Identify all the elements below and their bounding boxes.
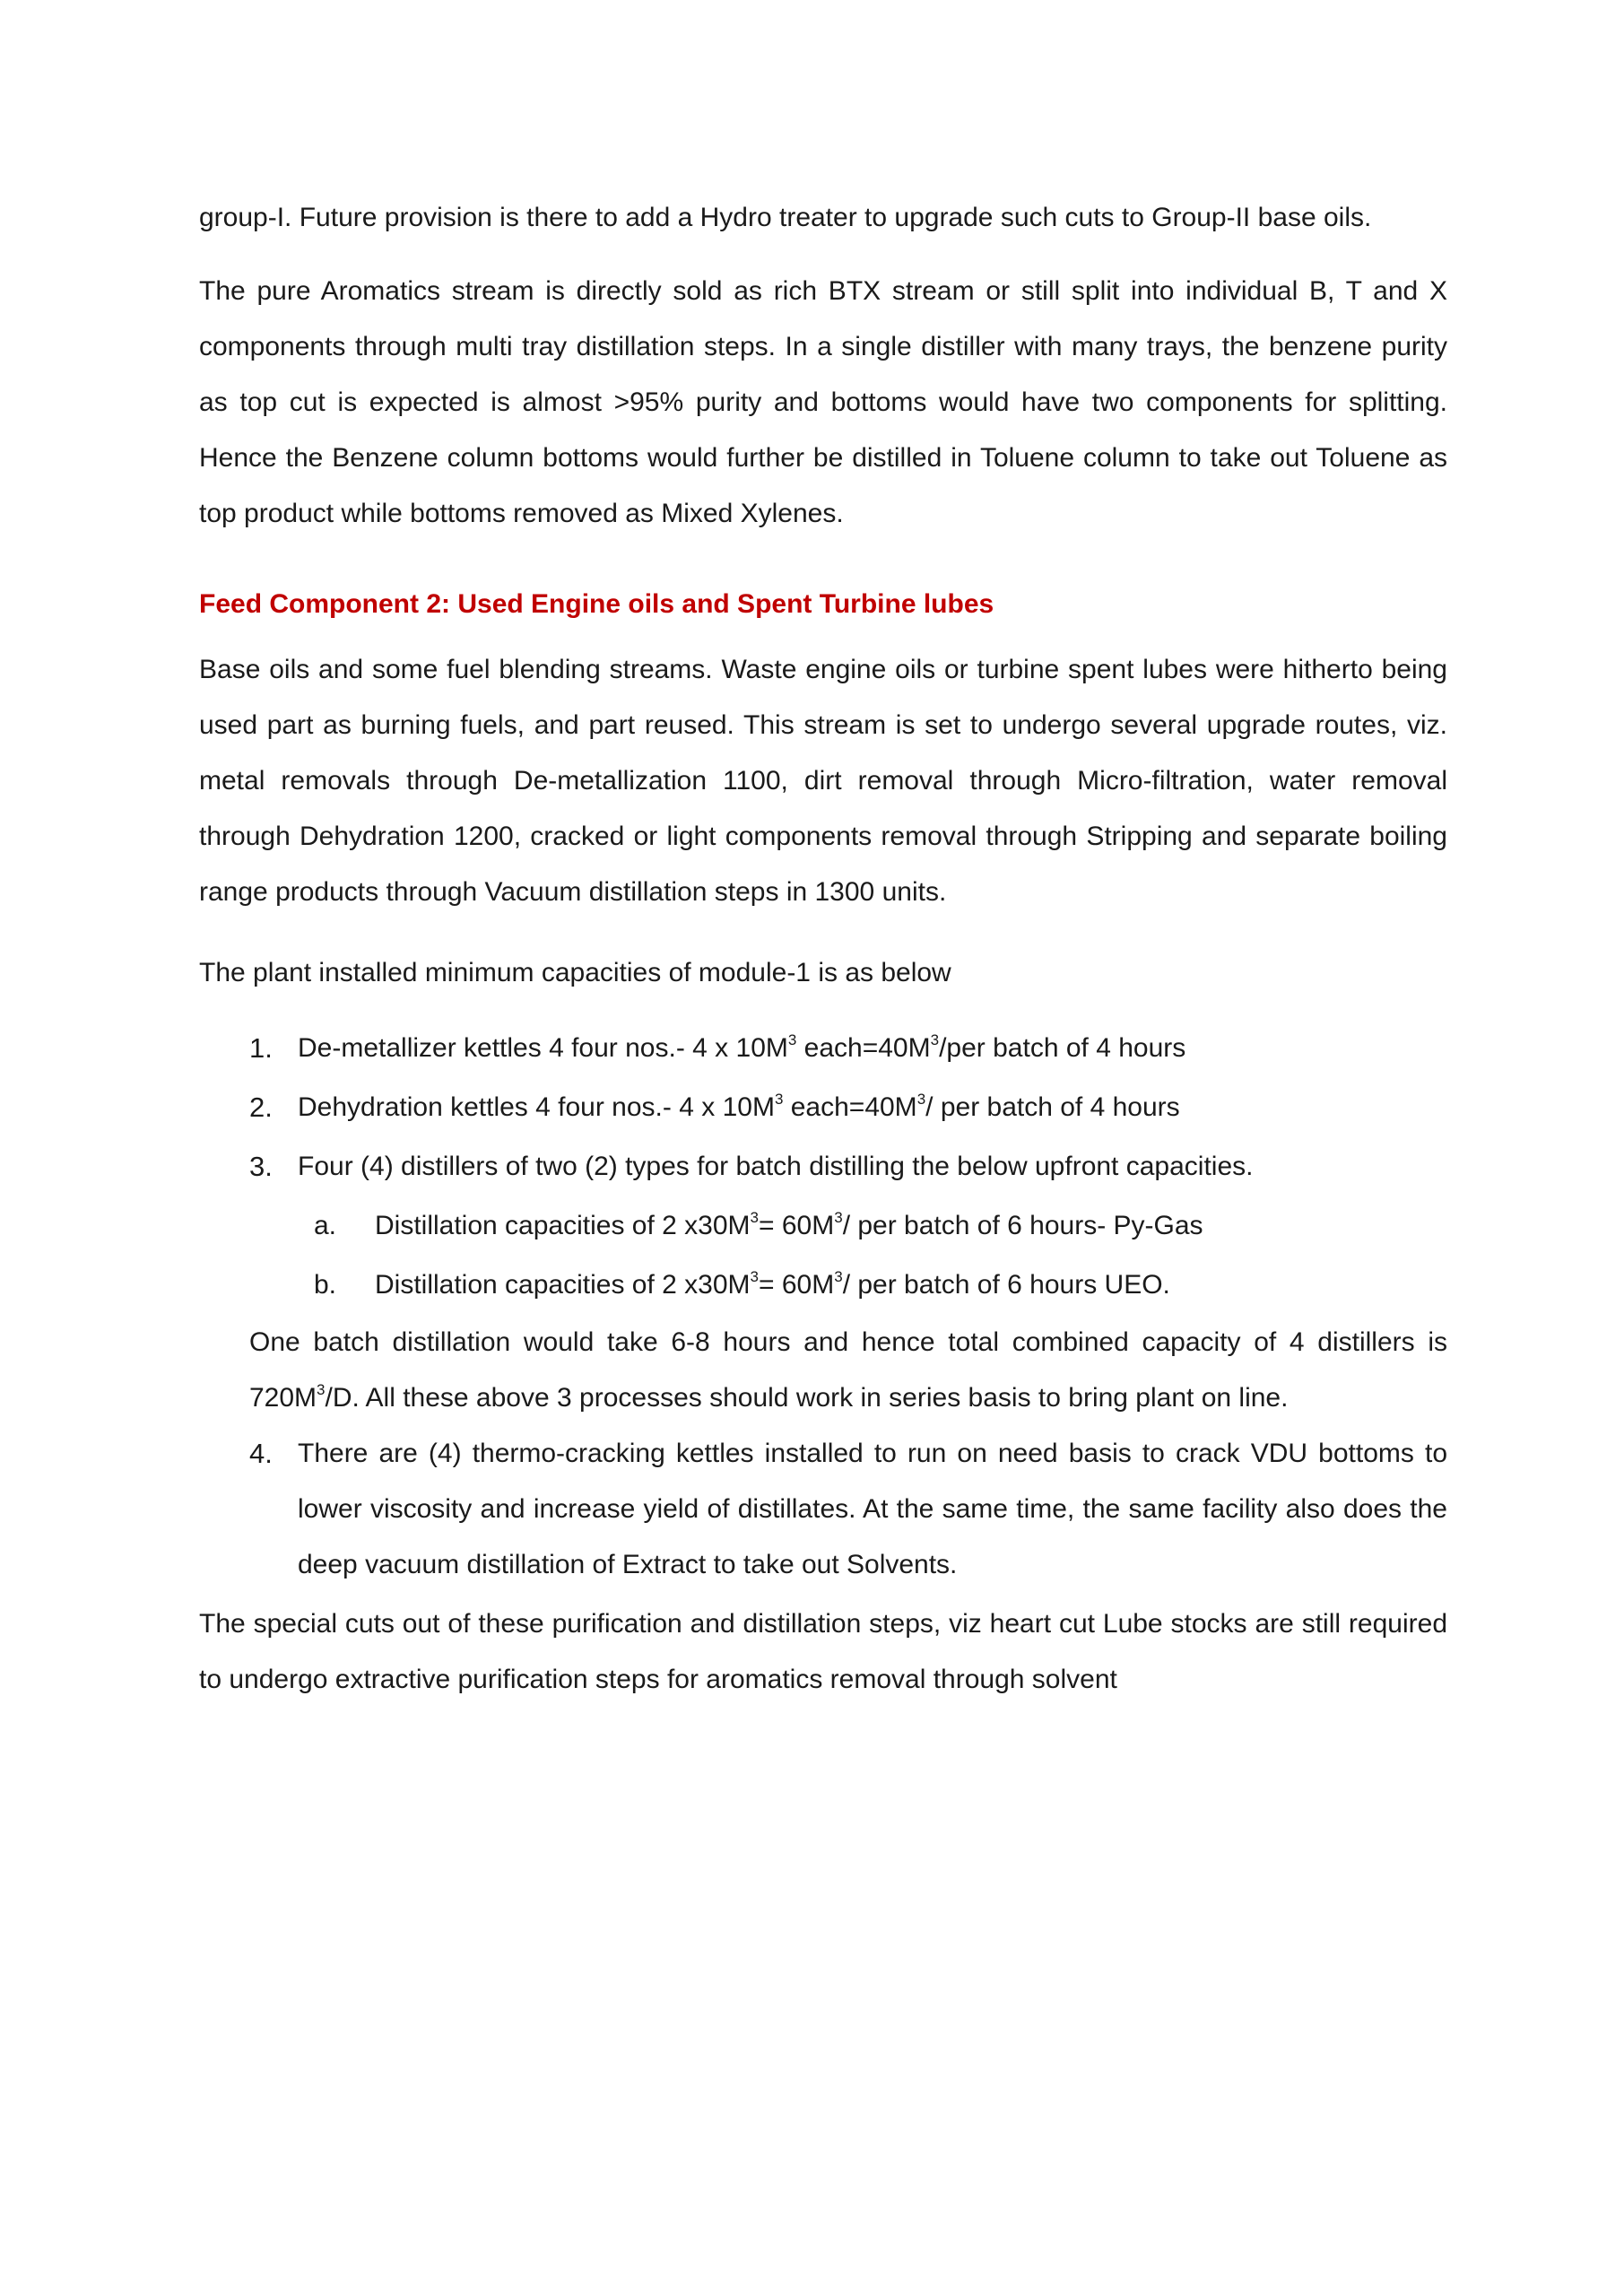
capacities-list [199,1019,1447,1593]
list-item: 2. Dehydration kettles 4 four nos.- 4 x $10M^3$ $each=40M^3/$ per batch of 4 hours [199,1078,1447,1137]
sub-list-item: a. Distillation capacities of 2 $x30M^3= 60M^3/$ per batch of 6 hours- Py-Gas [199,1196,1447,1256]
list-number: 2. [249,1091,273,1123]
list-number: 3. [249,1151,273,1182]
list-number: 4. [249,1438,273,1469]
sub-list-letter: b. [314,1270,337,1300]
paragraph-continuation: group-I. Future provision is there to add a Hydro treater to upgrade such cuts to Group-II base oils. [199,203,1372,232]
list-number: 1. [249,1032,273,1064]
list-continuation: One batch distillation would take 6-8 hours and hence total combined capacity of 4 distillers is $720M^3/D$. All these above 3 processes should work in series basis to bring plant on line. [249,1327,1447,1413]
list-item: 3. Four (4) distillers of two (2) types for batch distilling the below upfront capacities. [199,1137,1447,1196]
paragraph-aromatics: The pure Aromatics stream is directly sold as rich BTX stream or still split into individual B, T and X components through multi tray distillation steps. In a single distiller with many trays, the benzene purity as top cut is expected is almost >95% purity and bottoms would have two components for splitting. Hence the Benzene column bottoms would further be distilled in Toluene column to take out Toluene as top product while bottoms removed as Mixed Xylenes. [199,276,1447,528]
section-heading: Feed Component 2: Used Engine oils and Spent Turbine lubes [199,589,994,619]
sub-list-letter: a. [314,1211,337,1240]
paragraph-special-cuts: The special cuts out of these purification and distillation steps, viz heart cut Lube stocks are still required to undergo extractive purification steps for aromatics removal through solvent [199,1609,1447,1694]
paragraph-used-oils: Base oils and some fuel blending streams. Waste engine oils or turbine spent lubes were hitherto being used part as burning fuels, and part reused. This stream is set to undergo several upgrade routes, viz. metal removals through De-metallization 1100, dirt removal through Micro-filtration, water removal through Dehydration 1200, cracked or light components removal through Stripping and separate boiling range products through Vacuum distillation steps in 1300 units. [199,655,1447,907]
paragraph-capacities-intro: The plant installed minimum capacities of module-1 is as below [199,958,951,987]
sub-list-item: b. Distillation capacities of 2 $x30M^3= 60M^3/$ per batch of 6 hours UEO. [199,1256,1447,1315]
list-item: 1. De-metallizer kettles 4 four nos.- 4 x $10M^3$ $each=40M^3$/per batch of 4 hours [199,1019,1447,1078]
list-item: 4. There are (4) thermo-cracking kettles installed to run on need basis to crack VDU bottoms to lower viscosity and increase yield of distillates. At the same time, the same facility also does the deep vacuum distillation of Extract to take out Solvents. [199,1426,1447,1593]
